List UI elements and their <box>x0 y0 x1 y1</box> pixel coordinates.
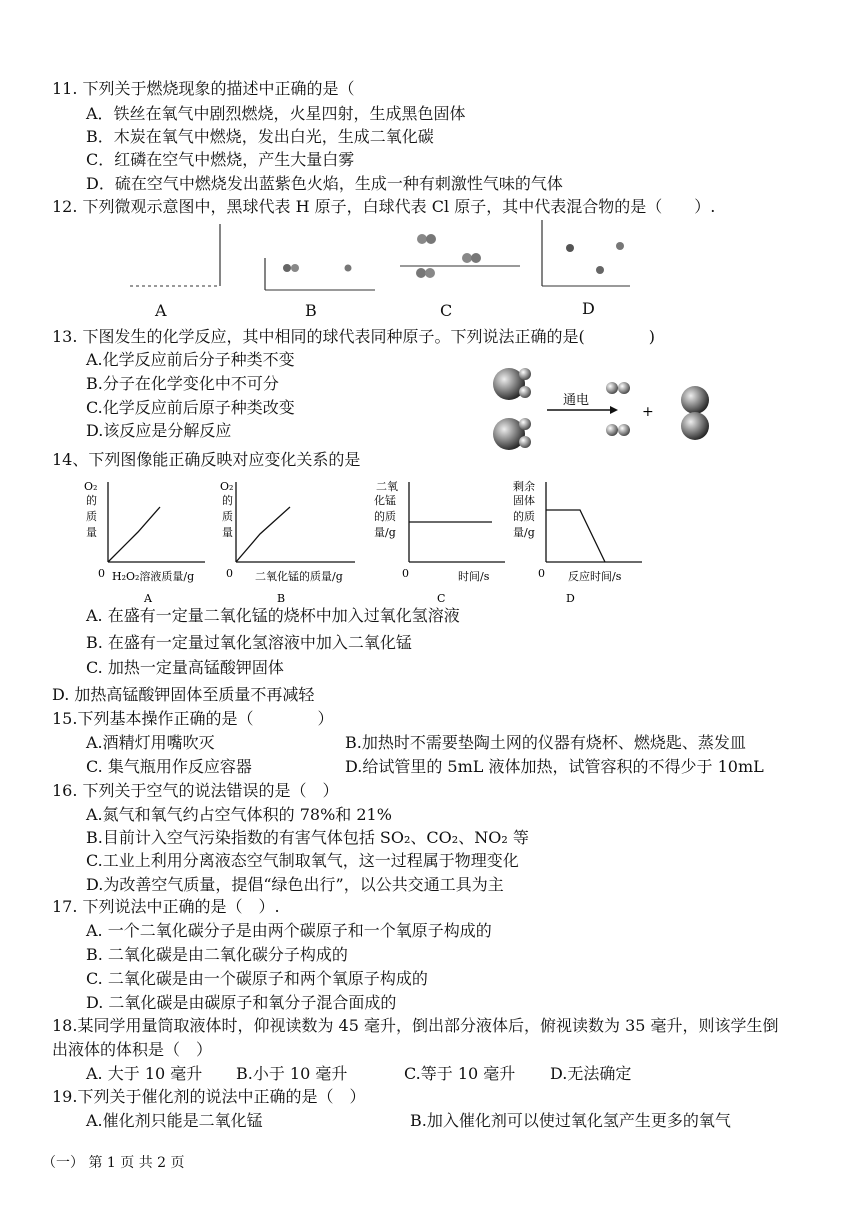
q14-option-b: B. 在盛有一定量过氧化氢溶液中加入二氧化锰 <box>86 633 412 652</box>
q14-graph-d-xlabel: 反应时间/s <box>568 570 622 583</box>
q14-graph-d <box>513 479 642 605</box>
q14-graph-b-ylabel-3: 质 <box>222 510 233 523</box>
q18-option-c: C.等于 10 毫升 <box>404 1064 516 1083</box>
q11-option-b: B．木炭在氧气中燃烧，发出白光，生成二氧化碳 <box>86 127 434 146</box>
q14-option-a: A. 在盛有一定量二氧化锰的烧杯中加入过氧化氢溶液 <box>86 606 460 625</box>
q15-stem: 15.下列基本操作正确的是（ ） <box>52 709 334 728</box>
q14-graph-b-label: B <box>277 592 286 605</box>
q14-graph-b-origin: 0 <box>226 567 233 580</box>
q12-label-a: A <box>155 301 167 320</box>
q13-option-b: B.分子在化学变化中不可分 <box>86 374 279 393</box>
q12-label-b: B <box>305 301 317 320</box>
q15-option-d: D.给试管里的 5mL 液体加热，试管容积的不得少于 10mL <box>345 757 764 776</box>
q14-graph-a-origin: 0 <box>98 567 105 580</box>
q14-graph-c-ylabel-3: 的质 <box>374 510 396 523</box>
q13-stem: 13. 下图发生的化学反应，其中相同的球代表同种原子。下列说法正确的是( ) <box>52 327 656 346</box>
q13-plus-sign: + <box>642 404 654 420</box>
q13-option-d: D.该反应是分解反应 <box>86 421 232 440</box>
q14-graph-a-ylabel-3: 质 <box>86 510 97 523</box>
q14-option-d: D. 加热高锰酸钾固体至质量不再减轻 <box>52 685 315 704</box>
q14-graph-b-ylabel-4: 量 <box>222 526 233 539</box>
q14-graph-d-ylabel-4: 量/g <box>513 526 535 539</box>
q17-stem: 17. 下列说法中正确的是（ ）. <box>52 897 280 916</box>
q16-option-a: A.氮气和氧气约占空气体积的 78%和 21% <box>86 805 392 824</box>
q14-graph-a <box>84 480 205 605</box>
q18-stem-line1: 18.某同学用量筒取液体时，仰视读数为 45 毫升，倒出部分液体后，俯视读数为 35 毫升，则该学生倒 <box>52 1016 779 1035</box>
q14-graph-b-ylabel-2: 的 <box>222 494 233 507</box>
q17-option-a: A. 一个二氧化碳分子是由两个碳原子和一个氧原子构成的 <box>86 921 492 940</box>
q14-graph-d-ylabel-2: 固体 <box>513 494 535 507</box>
q14-stem: 14、下列图像能正确反映对应变化关系的是 <box>52 450 361 469</box>
q14-graphs <box>80 474 650 609</box>
q12-stem: 12. 下列微观示意图中，黑球代表 H 原子，白球代表 Cl 原子，其中代表混合物的是（ ）. <box>52 197 716 216</box>
q15-option-c: C. 集气瓶用作反应容器 <box>86 757 252 776</box>
q18-stem-line2: 出液体的体积是（ ） <box>52 1040 213 1059</box>
q14-graph-b-xlabel: 二氧化锰的质量/g <box>255 570 343 583</box>
q14-graph-c-ylabel-4: 量/g <box>374 526 396 539</box>
q12-label-c: C <box>440 301 453 320</box>
q18-option-a: A. 大于 10 毫升 <box>86 1064 203 1083</box>
q14-graph-c-label: C <box>437 592 446 605</box>
q11-option-c: C．红磷在空气中燃烧，产生大量白雾 <box>86 150 355 169</box>
q13-arrow-label: 通电 <box>563 393 590 408</box>
q18-option-d: D.无法确定 <box>550 1064 632 1083</box>
q19-option-b: B.加入催化剂可以使过氧化氢产生更多的氧气 <box>410 1111 731 1130</box>
q14-option-c: C. 加热一定量高锰酸钾固体 <box>86 658 284 677</box>
q11-option-a: A．铁丝在氧气中剧烈燃烧，火星四射，生成黑色固体 <box>86 104 466 123</box>
q11-option-d: D．硫在空气中燃烧发出蓝紫色火焰，生成一种有刺激性气味的气体 <box>86 174 563 193</box>
q19-option-a: A.催化剂只能是二氧化锰 <box>86 1111 263 1130</box>
q16-option-c: C.工业上利用分离液态空气制取氧气，这一过程属于物理变化 <box>86 851 519 870</box>
q17-option-b: B. 二氧化碳是由二氧化碳分子构成的 <box>86 945 348 964</box>
q16-stem: 16. 下列关于空气的说法错误的是（ ） <box>52 781 339 800</box>
q14-graph-d-origin: 0 <box>538 567 545 580</box>
q17-option-c: C. 二氧化碳是由一个碳原子和两个氧原子构成的 <box>86 969 428 988</box>
q14-graph-a-ylabel-4: 量 <box>86 526 97 539</box>
q14-graph-c <box>374 479 505 605</box>
q14-graph-d-ylabel-3: 的质 <box>513 510 535 523</box>
q17-option-d: D. 二氧化碳是由碳原子和氧分子混合面成的 <box>86 993 397 1012</box>
q14-graph-c-ylabel-2: 化锰 <box>374 494 396 507</box>
q14-graph-a-label: A <box>144 592 152 605</box>
q15-option-b: B.加热时不需要垫陶土网的仪器有烧杯、燃烧匙、蒸发皿 <box>345 733 746 752</box>
q18-option-b: B.小于 10 毫升 <box>236 1064 348 1083</box>
q11-stem: 11. 下列关于燃烧现象的描述中正确的是（ <box>52 79 355 98</box>
q14-graph-b <box>220 480 355 605</box>
q14-graph-a-ylabel-2: 的 <box>86 494 97 507</box>
q16-option-b: B.目前计入空气污染指数的有害气体包括 SO₂、CO₂、NO₂ 等 <box>86 828 529 847</box>
q12-box-d <box>542 220 630 286</box>
q12-box-c <box>400 234 520 278</box>
q14-graph-a-ylabel-1: O₂ <box>84 480 98 493</box>
page-footer: （一） 第 1 页 共 2 页 <box>42 1155 185 1171</box>
q12-box-a <box>130 224 220 286</box>
q15-option-a: A.酒精灯用嘴吹灭 <box>86 733 215 752</box>
q13-option-a: A.化学反应前后分子种类不变 <box>86 350 295 369</box>
q14-graph-a-xlabel: H₂O₂溶液质量/g <box>112 570 195 583</box>
q14-graph-d-label: D <box>566 592 575 605</box>
q14-graph-d-ylabel-1: 剩余 <box>513 480 535 493</box>
q12-box-b <box>265 258 375 290</box>
q12-label-d: D <box>582 299 595 318</box>
q14-graph-c-origin: 0 <box>402 567 409 580</box>
q13-option-c: C.化学反应前后原子种类改变 <box>86 398 295 417</box>
q14-graph-c-xlabel: 时间/s <box>458 570 490 583</box>
q16-option-d: D.为改善空气质量，提倡“绿色出行”，以公共交通工具为主 <box>86 875 504 894</box>
q19-stem: 19.下列关于催化剂的说法中正确的是（ ） <box>52 1087 366 1106</box>
q14-graph-c-ylabel-1: 二氧 <box>376 480 398 493</box>
q13-reaction-diagram <box>485 358 725 458</box>
q14-graph-b-ylabel-1: O₂ <box>220 480 234 493</box>
